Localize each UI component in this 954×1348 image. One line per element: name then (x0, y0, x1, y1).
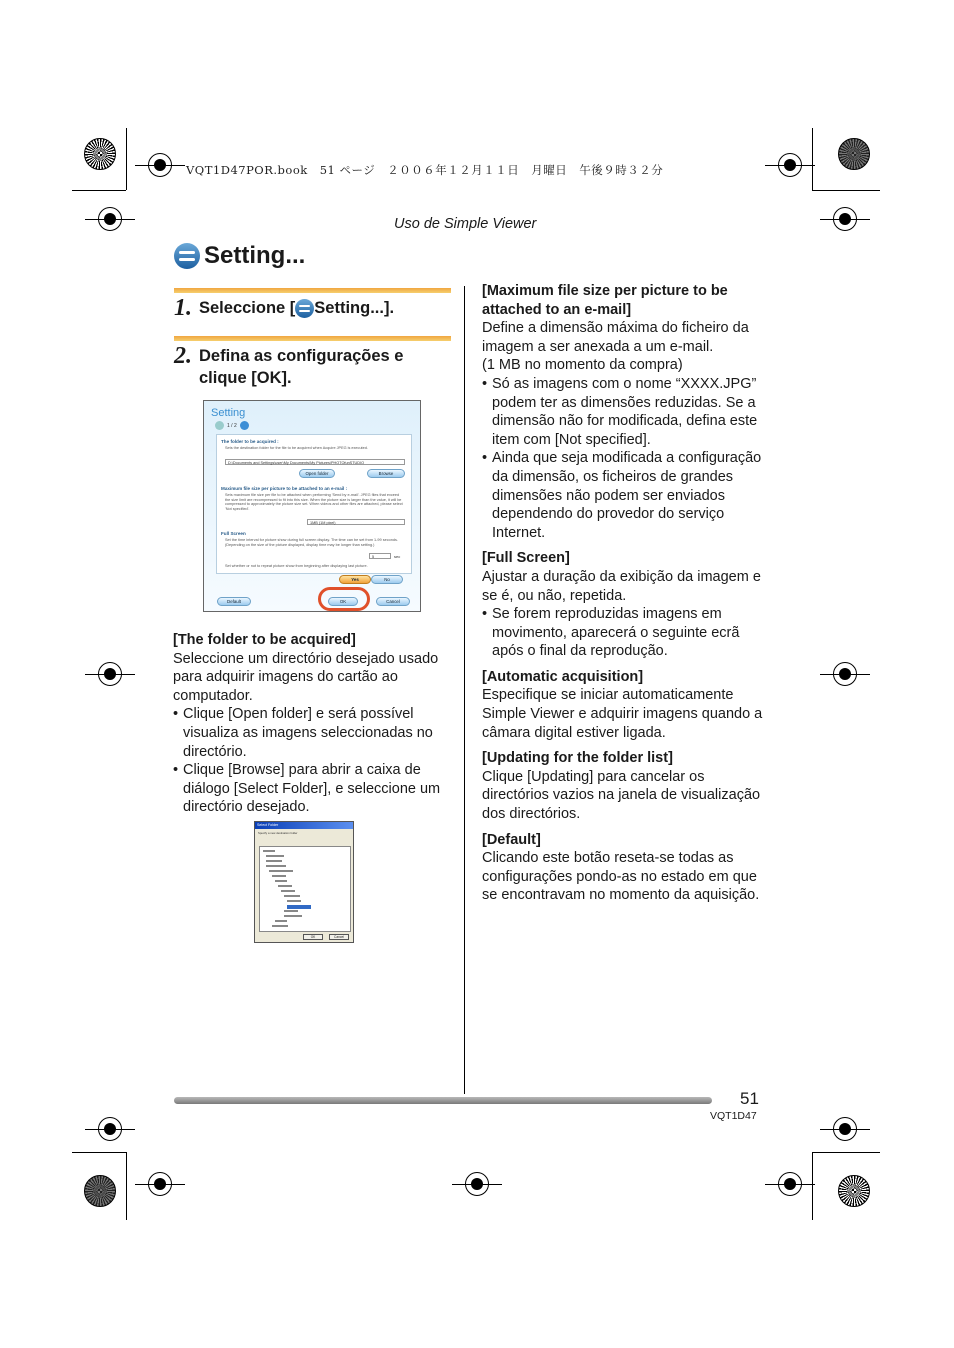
registration-mark-icon (98, 1117, 122, 1141)
registration-target-icon (84, 138, 116, 170)
default-button[interactable]: Default (217, 597, 251, 606)
step-divider (174, 336, 451, 341)
folder-ok-button[interactable]: OK (303, 934, 323, 940)
page-title (174, 242, 305, 270)
ok-button[interactable]: OK (328, 597, 358, 606)
item-body: Clicando este botão reseta-se todas as configurações pondo-as no estado em que se encontravam no momento da aquisição. (482, 850, 760, 904)
registration-target-icon (84, 1175, 116, 1207)
step-1 (174, 297, 394, 319)
step-number: 1. (174, 295, 192, 321)
dialog-title: Setting (211, 407, 246, 419)
bullet-item: • Ainda que seja modificada a configuração da dimensão, os ficheiros de grandes dimensões não podem ser enviados dependendo do provedor do serviço Internet. (482, 449, 764, 542)
prev-page-icon[interactable] (215, 421, 224, 430)
seconds-field[interactable]: 5 (369, 553, 391, 559)
section-name: Uso de Simple Viewer (394, 216, 537, 232)
fullscreen-label: Full Screen (221, 531, 246, 536)
settings-dialog-screenshot (203, 400, 421, 612)
page-number: 51 (740, 1089, 759, 1108)
folder-path-field[interactable]: D:\Documents and Settings\user\My Documents\My Pictures\PHOTOfunSTUDIO (225, 459, 405, 465)
item-heading: [Updating for the folder list] (482, 750, 673, 767)
page-title-text: Setting... (204, 242, 306, 269)
page-indicator: 1 / 2 (227, 422, 237, 429)
no-button[interactable]: No (371, 575, 403, 584)
dialog-pager (215, 421, 249, 430)
item-body: Define a dimensão máxima do ficheiro da imagem a ser anexada a um e-mail. (482, 320, 749, 355)
step-text-end: ]. (383, 299, 395, 317)
bullet-item: • Se forem reproduzidas imagens em movimento, aparecerá o seguinte ecrã após o final da reprodução. (482, 605, 764, 661)
folder-dialog-text: Specify a new destination folder (258, 831, 298, 835)
step-divider (174, 288, 451, 293)
print-header: VQT1D47POR.book 51 ページ ２００６年１２月１１日 月曜日 午後９時３２分 (186, 163, 664, 177)
ok-highlight-circle (318, 587, 370, 611)
registration-mark-icon (778, 153, 802, 177)
item-heading: [Default] (482, 831, 541, 848)
registration-mark-icon (778, 1172, 802, 1196)
right-column (482, 282, 764, 912)
step-number: 2. (174, 343, 192, 369)
item-body: Clique [Updating] para cancelar os directórios vazios na janela de visualização dos directórios. (482, 768, 761, 823)
item-body: Seleccione um directório desejado usado para adquirir imagens do cartão ao computador. (173, 650, 439, 704)
item-heading: [Automatic acquisition] (482, 668, 644, 685)
folder-label: The folder to be acquired : (221, 439, 279, 444)
maxsize-label: Maximum file size per picture to be attached to an e-mail : (221, 486, 348, 491)
item-heading: [Full Screen] (482, 550, 570, 567)
item-note: (1 MB no momento da compra) (482, 357, 683, 374)
bullet-item: • Clique [Open folder] e será possível visualiza as imagens seleccionadas no directório. (173, 705, 451, 761)
registration-mark-icon (465, 1172, 489, 1196)
seconds-unit: sec (394, 554, 401, 559)
setting-icon (174, 243, 200, 269)
next-page-icon[interactable] (240, 421, 249, 430)
repeat-help: Set whether or not to repeat picture show from beginning after displaying last picture. (225, 564, 368, 568)
item-body: Especifique se iniciar automaticamente Simple Viewer e adquirir imagens quando a câmara digital estiver ligada. (482, 687, 763, 741)
left-column (173, 631, 451, 824)
open-folder-button[interactable]: Open folder (299, 469, 335, 478)
footer-bar (174, 1097, 712, 1104)
step-label: Setting... (314, 299, 384, 317)
column-divider (464, 286, 465, 1094)
setting-icon (295, 299, 314, 318)
step-text: Seleccione [ (199, 299, 296, 317)
maxsize-select[interactable]: 1MB (1M pixel) (307, 519, 405, 525)
item-heading: [Maximum file size per picture to be attached to an e-mail] (482, 283, 728, 318)
item-body: Ajustar a duração da exibição da imagem e se é, ou não, repetida. (482, 568, 761, 604)
item-heading: [The folder to be acquired] (173, 632, 356, 648)
registration-mark-icon (833, 662, 857, 686)
browse-button[interactable]: Browse (367, 469, 405, 478)
page-code: VQT1D47 (710, 1110, 757, 1122)
bullet-item: • Só as imagens com o nome “XXXX.JPG” podem ter as dimensões reduzidas. Se a dimensão não for modificada, defina este item com [Not specified]. (482, 375, 764, 449)
step-2 (174, 345, 444, 389)
registration-mark-icon (833, 207, 857, 231)
yes-button[interactable]: Yes (339, 575, 371, 584)
registration-mark-icon (148, 1172, 172, 1196)
folder-cancel-button[interactable]: Cancel (329, 934, 349, 940)
maxsize-help: Sets maximum file size per file to be attached when performing 'Send by e-mail'. JPEG files that exceed the size limit are recompressed to fit into this size. When the picture size is larger than the value, it will be compressed to approximately the picture size set. When videos and other files are attached, please select 'Not specified'. (225, 493, 403, 511)
registration-target-icon (838, 1175, 870, 1207)
registration-target-icon (838, 138, 870, 170)
cancel-button[interactable]: Cancel (376, 597, 410, 606)
registration-mark-icon (98, 207, 122, 231)
folder-help: Sets the destination folder for the file to be acquired when Acquire JPEG is executed. (225, 446, 368, 450)
step-text: Defina as configurações e clique [OK]. (199, 347, 404, 387)
registration-mark-icon (833, 1117, 857, 1141)
folder-dialog-title: Select Folder (255, 822, 353, 829)
bullet-item: • Clique [Browse] para abrir a caixa de diálogo [Select Folder], e seleccione um directório desejado. (173, 761, 451, 817)
settings-panel (216, 434, 412, 574)
fullscreen-help: Set the time interval for picture show during full screen display. The time can be set from 1-99 seconds. (Depending on the size of the picture displayed, display time may be longer than setting.) (225, 538, 398, 547)
registration-mark-icon (148, 153, 172, 177)
registration-mark-icon (98, 662, 122, 686)
select-folder-dialog-screenshot (254, 821, 354, 943)
folder-tree[interactable] (259, 846, 351, 932)
